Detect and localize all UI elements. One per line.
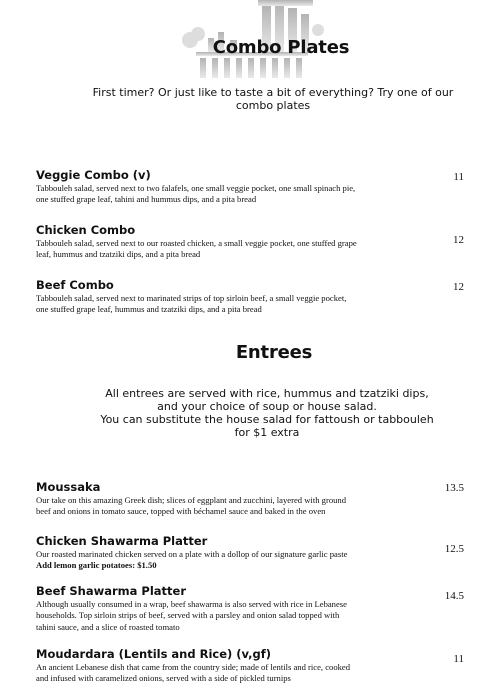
description-line: Tabbouleh salad, served next to two falafels, one small veggie pocket, one small spinach pie, [36,183,356,193]
description-line: and infused with caramelized onions, served with a side of pickled turnips [36,673,291,684]
intro-line: and your choice of soup or house salad. [157,400,377,413]
item-name: Moussaka [36,480,101,494]
description-line: one stuffed grape leaf, tahini and hummus dips, and a pita bread [36,194,257,205]
item-price: 13.5 [444,482,464,494]
item-name: Beef Shawarma Platter [36,584,186,598]
description-line: Tabbouleh salad, served next to marinated strips of top sirloin beef, a small veggie pocket, [36,293,347,303]
intro-line: First timer? Or just like to taste a bit of everything? Try one of our [92,86,454,99]
item-price: 11 [453,653,464,665]
description-line: Tabbouleh salad, served next to our roasted chicken, a small veggie pocket, one stuffed grape [36,238,357,248]
description-line: Although usually consumed in a wrap, beef shawarma is also served with rice in Lebanese [36,599,347,609]
menu-item-beef-shawarma-platter [36,584,488,633]
menu-item-moudardara [36,647,488,685]
item-price: 12 [453,234,464,246]
item-description [36,495,444,518]
menu-item-veggie-combo [36,168,488,206]
item-name: Veggie Combo (v) [36,168,151,182]
item-description [36,293,444,316]
item-description [36,662,444,685]
item-name: Chicken Shawarma Platter [36,534,208,548]
description-line: Our take on this amazing Greek dish; slices of eggplant and zucchini, layered with ground [36,495,347,505]
item-price: 12.5 [444,543,464,555]
description-line: An ancient Lebanese dish that came from the country side; made of lentils and rice, cooked [36,662,351,672]
intro-line: You can substitute the house salad for fattoush or tabbouleh [100,413,434,426]
entrees-title: Entrees [235,342,313,363]
item-description [36,238,444,261]
entrees-intro [92,387,442,439]
menu-item-moussaka [36,480,488,518]
intro-line: All entrees are served with rice, hummus and tzatziki dips, [105,387,429,400]
description-line: tahini sauce, and a slice of roasted tomato [36,621,180,632]
item-price: 11 [453,171,464,183]
combo-plates-intro [80,86,466,112]
description-line: beef and onions in tomato sauce, topped with béchamel sauce and baked in the oven [36,506,326,517]
description-line: Our roasted marinated chicken served on a plate with a dollop of our signature garlic paste [36,549,348,559]
menu-item-chicken-combo [36,223,488,261]
description-line: one stuffed grape leaf, hummus and tzatziki dips, and a pita bread [36,304,262,315]
item-name: Moudardara (Lentils and Rice) (v,gf) [36,647,271,661]
item-description [36,599,444,633]
menu-item-chicken-shawarma-platter [36,534,488,572]
item-add-on-note: Add lemon garlic potatoes: $1.50 [36,560,157,571]
description-line: households. Top sirloin strips of beef, served with a parsley and onion salad topped with [36,610,340,621]
intro-line: combo plates [235,99,311,112]
menu-item-beef-combo [36,278,488,316]
item-name: Chicken Combo [36,223,136,237]
item-name: Beef Combo [36,278,114,292]
item-description [36,183,444,206]
intro-line: for $1 extra [234,426,300,439]
item-price: 14.5 [444,590,464,602]
item-description [36,549,444,560]
description-line: leaf, hummus and tzatziki dips, and a pita bread [36,249,201,260]
item-price: 12 [453,281,464,293]
combo-plates-title: Combo Plates [212,37,350,58]
